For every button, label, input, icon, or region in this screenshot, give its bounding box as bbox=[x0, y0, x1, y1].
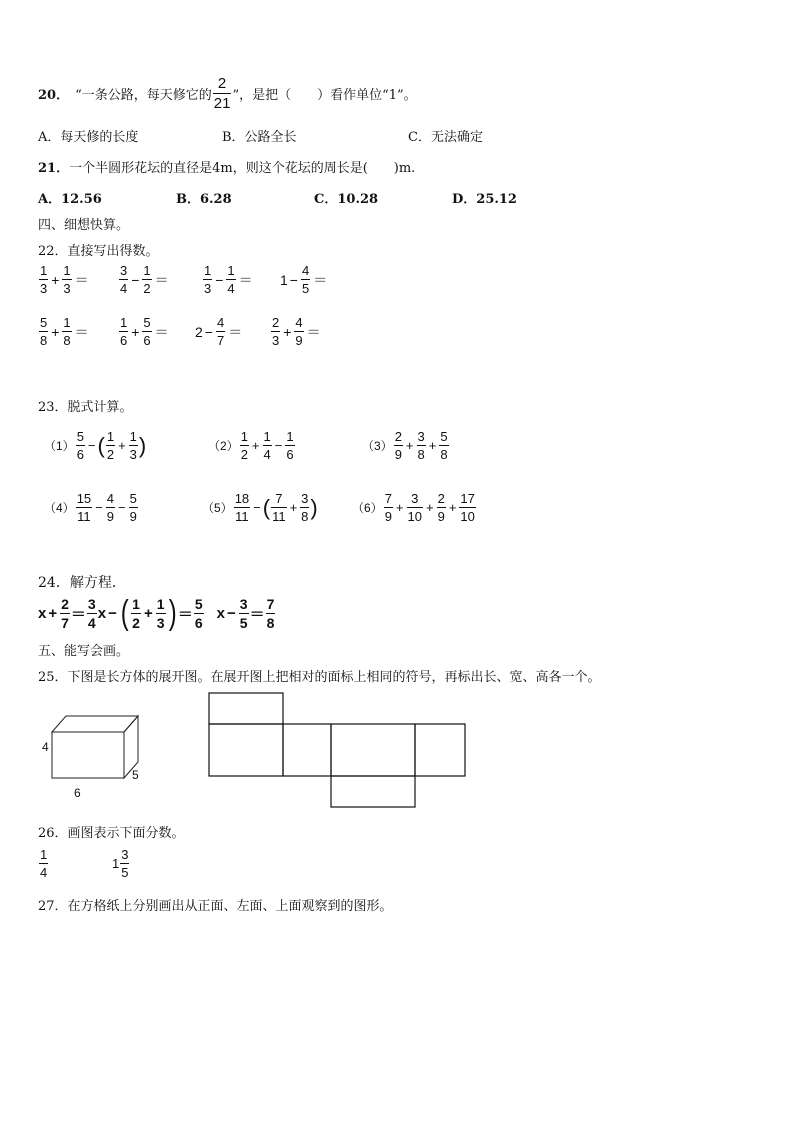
math-token: 1 bbox=[280, 271, 288, 288]
denominator: 2 bbox=[132, 614, 140, 631]
option-a: A．12.56 bbox=[38, 192, 102, 207]
question-number: 20． bbox=[38, 88, 70, 103]
denominator: 4 bbox=[40, 865, 48, 880]
fraction bbox=[62, 316, 71, 347]
mental-item bbox=[118, 316, 171, 347]
fraction bbox=[240, 430, 249, 461]
math-token: + bbox=[251, 438, 260, 453]
fraction bbox=[263, 430, 272, 461]
numerator: 1 bbox=[40, 263, 48, 278]
denominator: 3 bbox=[272, 333, 280, 348]
math-token: ＝ bbox=[313, 271, 328, 288]
numerator: 1 bbox=[240, 429, 248, 444]
question-text: 一个半圆形花坛的直径是4m，则这个花坛的周长是( )m. bbox=[69, 161, 416, 176]
fraction bbox=[142, 316, 151, 347]
denominator: 4 bbox=[120, 281, 128, 296]
math-token: ( bbox=[262, 494, 271, 520]
denominator: 6 bbox=[194, 614, 203, 631]
calc-item-5 bbox=[202, 492, 318, 523]
mental-item bbox=[195, 316, 244, 347]
numerator: 17 bbox=[460, 491, 475, 506]
numerator: 3 bbox=[239, 595, 248, 612]
denominator: 9 bbox=[129, 509, 137, 524]
numerator: 1 bbox=[156, 595, 165, 612]
math-token: ) bbox=[310, 494, 318, 520]
fraction bbox=[271, 492, 287, 523]
numerator: 7 bbox=[275, 491, 283, 506]
mental-item bbox=[270, 316, 323, 347]
math-token: ＝ bbox=[306, 323, 321, 340]
denominator: 6 bbox=[76, 447, 84, 462]
fraction-2 bbox=[112, 848, 130, 879]
question-23: 23．脱式计算。 bbox=[38, 400, 133, 415]
math-token: − bbox=[87, 438, 96, 453]
math-token: + bbox=[48, 604, 58, 622]
math-token: + bbox=[425, 500, 434, 515]
math-token: + bbox=[289, 500, 298, 515]
denominator: 8 bbox=[266, 614, 275, 631]
numerator: 1 bbox=[263, 429, 271, 444]
question-20 bbox=[38, 76, 417, 111]
fraction bbox=[234, 492, 250, 523]
numerator: 1 bbox=[204, 263, 212, 278]
math-token: + bbox=[448, 500, 457, 515]
numerator: 1 bbox=[120, 315, 128, 330]
denominator: 2 bbox=[240, 447, 248, 462]
question-22: 22．直接写出得数。 bbox=[38, 244, 159, 259]
math-token: − bbox=[274, 438, 283, 453]
math-token: ＝ bbox=[154, 323, 169, 340]
numerator: 1 bbox=[143, 263, 151, 278]
denominator: 8 bbox=[40, 333, 48, 348]
mental-item bbox=[202, 264, 255, 295]
math-token: ＝ bbox=[154, 271, 169, 288]
math-token: （5） bbox=[202, 501, 233, 515]
math-token: x bbox=[97, 604, 107, 622]
fraction bbox=[300, 492, 309, 523]
denominator: 2 bbox=[106, 447, 115, 462]
denominator: 9 bbox=[437, 509, 445, 524]
denominator: 10 bbox=[460, 509, 475, 524]
denominator: 4 bbox=[263, 447, 271, 462]
fraction bbox=[294, 316, 303, 347]
numerator: 2 bbox=[394, 429, 402, 444]
fraction bbox=[39, 848, 48, 879]
numerator: 15 bbox=[76, 491, 92, 506]
math-token: 1 bbox=[112, 856, 120, 871]
fraction bbox=[142, 264, 151, 295]
fraction bbox=[131, 597, 141, 630]
denominator: 9 bbox=[295, 333, 303, 348]
mental-item bbox=[38, 316, 91, 347]
fraction bbox=[266, 597, 276, 630]
denominator: 7 bbox=[216, 333, 225, 348]
numerator: 2 bbox=[437, 491, 445, 506]
fraction bbox=[394, 430, 403, 461]
denominator: 9 bbox=[394, 447, 402, 462]
math-token: ＝ bbox=[238, 271, 253, 288]
question-27: 27．在方格纸上分别画出从正面、左面、上面观察到的图形。 bbox=[38, 899, 393, 914]
math-token: ＝ bbox=[249, 605, 265, 623]
numerator: 7 bbox=[266, 595, 275, 612]
fraction bbox=[129, 430, 138, 461]
math-token: + bbox=[51, 323, 60, 340]
fraction bbox=[62, 264, 71, 295]
fraction bbox=[216, 316, 225, 347]
math-token: + bbox=[118, 438, 126, 453]
fraction bbox=[384, 492, 393, 523]
math-token: ) bbox=[168, 594, 177, 632]
mental-item bbox=[118, 264, 171, 295]
fraction bbox=[301, 264, 310, 295]
denominator: 9 bbox=[106, 509, 114, 524]
denominator: 3 bbox=[156, 614, 165, 631]
numerator: 1 bbox=[129, 429, 137, 444]
fraction bbox=[39, 316, 48, 347]
math-token: x bbox=[216, 604, 225, 622]
question-text: “一条公路，每天修它的 bbox=[75, 88, 212, 103]
numerator: 3 bbox=[301, 491, 309, 506]
math-token: − bbox=[95, 500, 103, 515]
math-token: （6） bbox=[352, 501, 383, 515]
mental-item bbox=[38, 264, 91, 295]
mental-item bbox=[280, 264, 329, 295]
option-b: B．公路全长 bbox=[222, 130, 297, 145]
math-token: − bbox=[289, 271, 298, 288]
numerator: 5 bbox=[40, 315, 48, 330]
numerator: 4 bbox=[106, 491, 114, 506]
math-token: 2 bbox=[195, 323, 203, 340]
denominator: 5 bbox=[239, 614, 248, 631]
math-token: ( bbox=[97, 432, 105, 458]
cuboid-depth-label: 5 bbox=[132, 768, 139, 782]
denominator: 3 bbox=[129, 447, 137, 462]
denominator: 3 bbox=[40, 281, 48, 296]
math-token: − bbox=[117, 500, 126, 515]
calc-item-3 bbox=[362, 430, 450, 461]
question-21 bbox=[38, 157, 415, 176]
denominator: 5 bbox=[301, 281, 310, 296]
denominator: 8 bbox=[301, 509, 309, 524]
fraction bbox=[285, 430, 294, 461]
denominator: 8 bbox=[417, 447, 425, 462]
math-token: + bbox=[51, 271, 60, 288]
numerator: 4 bbox=[295, 315, 303, 330]
math-token: ＝ bbox=[177, 605, 193, 623]
fraction bbox=[39, 264, 48, 295]
math-token: ＝ bbox=[228, 323, 243, 340]
numerator: 2 bbox=[217, 75, 227, 92]
fraction bbox=[226, 264, 235, 295]
denominator: 7 bbox=[61, 614, 69, 631]
denominator: 6 bbox=[143, 333, 151, 348]
denominator: 4 bbox=[87, 614, 96, 631]
math-token: + bbox=[428, 438, 437, 453]
calc-item-1 bbox=[44, 430, 146, 461]
numerator: 5 bbox=[440, 429, 448, 444]
math-token: − bbox=[204, 323, 213, 340]
fraction bbox=[417, 430, 426, 461]
fraction-1 bbox=[38, 848, 49, 879]
numerator: 3 bbox=[411, 491, 419, 506]
cuboid-width-label: 6 bbox=[74, 786, 81, 800]
denominator: 21 bbox=[213, 95, 231, 112]
option-b: B．6.28 bbox=[176, 192, 232, 207]
math-token: ) bbox=[138, 432, 147, 458]
fraction bbox=[106, 430, 115, 461]
numerator: 5 bbox=[143, 315, 151, 330]
math-token: − bbox=[253, 500, 261, 515]
section-heading: 四、细想快算。 bbox=[38, 218, 130, 233]
fraction bbox=[76, 430, 85, 461]
denominator: 2 bbox=[143, 281, 151, 296]
math-token: − bbox=[108, 604, 117, 622]
fraction bbox=[271, 316, 280, 347]
math-token: ( bbox=[120, 594, 129, 632]
fraction bbox=[106, 492, 115, 523]
numerator: 4 bbox=[216, 315, 225, 330]
question-number: 21． bbox=[38, 161, 70, 176]
calc-item-4 bbox=[44, 492, 139, 523]
numerator: 2 bbox=[272, 315, 280, 330]
denominator: 8 bbox=[63, 333, 71, 348]
numerator: 3 bbox=[417, 429, 425, 444]
numerator: 7 bbox=[384, 491, 392, 506]
numerator: 1 bbox=[106, 429, 115, 444]
fraction bbox=[459, 492, 475, 523]
fraction bbox=[194, 597, 204, 630]
math-token: + bbox=[143, 604, 153, 622]
math-token: − bbox=[215, 271, 224, 288]
question-26: 26．画图表示下面分数。 bbox=[38, 826, 185, 841]
math-token: − bbox=[131, 271, 140, 288]
math-token: ＝ bbox=[70, 605, 86, 623]
fraction bbox=[437, 492, 446, 523]
fraction bbox=[156, 597, 166, 630]
denominator: 6 bbox=[286, 447, 294, 462]
option-d: D．25.12 bbox=[452, 192, 517, 207]
math-token: ＝ bbox=[74, 271, 89, 288]
math-token: + bbox=[131, 323, 140, 340]
option-c: C．无法确定 bbox=[408, 130, 483, 145]
section-heading: 五、能写会画。 bbox=[38, 644, 130, 659]
math-token: − bbox=[227, 604, 236, 622]
fraction bbox=[60, 597, 70, 630]
numerator: 3 bbox=[87, 595, 96, 612]
numerator: 3 bbox=[120, 263, 128, 278]
math-token: ＝ bbox=[74, 323, 89, 340]
math-token: （3） bbox=[362, 439, 393, 453]
numerator: 1 bbox=[132, 595, 140, 612]
option-c: C．10.28 bbox=[314, 192, 379, 207]
fraction bbox=[87, 597, 97, 630]
numerator: 1 bbox=[286, 429, 294, 444]
option-a: A．每天修的长度 bbox=[38, 130, 139, 145]
numerator: 1 bbox=[63, 263, 71, 278]
numerator: 5 bbox=[194, 595, 203, 612]
fraction bbox=[120, 848, 129, 879]
math-token: （1） bbox=[44, 439, 75, 453]
denominator: 5 bbox=[121, 865, 129, 880]
numerator: 3 bbox=[121, 847, 129, 862]
numerator: 5 bbox=[129, 491, 137, 506]
numerator: 2 bbox=[61, 595, 69, 612]
numerator: 1 bbox=[40, 847, 48, 862]
fraction bbox=[203, 264, 212, 295]
question-25: 25．下图是长方体的展开图。在展开图上把相对的面标上相同的符号，再标出长、宽、高各一个。 bbox=[38, 670, 601, 685]
cuboid-net bbox=[205, 690, 470, 810]
denominator: 3 bbox=[63, 281, 71, 296]
fraction bbox=[119, 264, 128, 295]
math-token: （4） bbox=[44, 501, 75, 515]
math-token: （2） bbox=[208, 439, 239, 453]
denominator: 6 bbox=[120, 333, 128, 348]
numerator: 5 bbox=[76, 429, 84, 444]
fraction bbox=[119, 316, 128, 347]
denominator: 8 bbox=[440, 447, 448, 462]
question-24: 24．解方程． bbox=[38, 575, 126, 591]
fraction bbox=[213, 76, 232, 111]
fraction bbox=[76, 492, 92, 523]
question-text: ”，是把（ ）看作单位“1”。 bbox=[232, 88, 417, 103]
denominator: 11 bbox=[272, 509, 286, 524]
numerator: 4 bbox=[301, 263, 310, 278]
math-token: + bbox=[395, 500, 404, 515]
fraction bbox=[439, 430, 448, 461]
denominator: 11 bbox=[235, 509, 249, 524]
calc-item-6 bbox=[352, 492, 477, 523]
cuboid-height-label: 4 bbox=[42, 740, 49, 754]
fraction bbox=[239, 597, 249, 630]
denominator: 9 bbox=[384, 509, 392, 524]
fraction bbox=[407, 492, 423, 523]
equations bbox=[38, 596, 276, 630]
calc-item-2 bbox=[208, 430, 296, 461]
numerator: 18 bbox=[234, 491, 250, 506]
numerator: 1 bbox=[227, 263, 235, 278]
numerator: 1 bbox=[63, 315, 71, 330]
denominator: 11 bbox=[77, 509, 91, 524]
denominator: 3 bbox=[204, 281, 212, 296]
fraction bbox=[129, 492, 138, 523]
denominator: 10 bbox=[407, 509, 422, 524]
denominator: 4 bbox=[227, 281, 235, 296]
math-token: + bbox=[405, 438, 414, 453]
math-token: x bbox=[38, 604, 47, 622]
math-token: + bbox=[283, 323, 292, 340]
